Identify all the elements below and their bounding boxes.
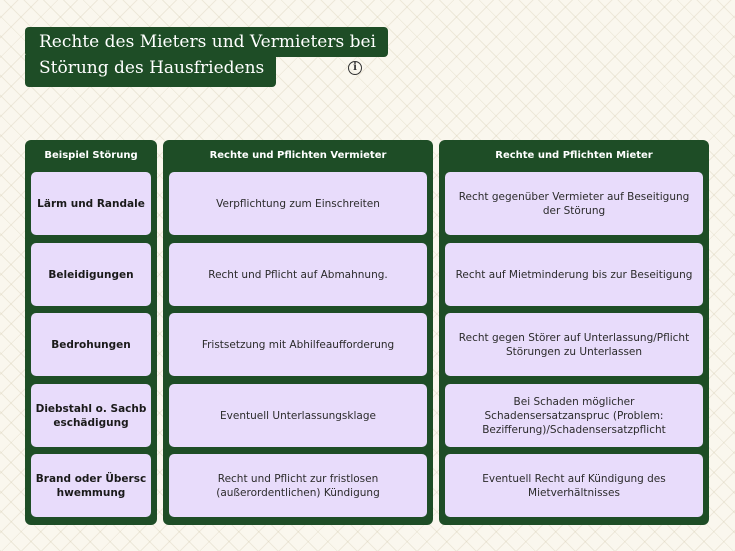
landlord-cell: Verpflichtung zum Einschreiten [169, 172, 427, 235]
tenant-cell: Bei Schaden möglicher Schadensersatzanspruc (Problem: Bezifferung)/Schadensersatzpflicht [445, 384, 703, 447]
column-tenant [439, 140, 709, 525]
column-disturbance [25, 140, 157, 525]
disturbance-cell: Beleidigungen [31, 243, 151, 306]
column-header-disturbance: Beispiel Störung [44, 150, 138, 161]
disturbance-cell: Diebstahl o. Sachbeschädigung [31, 384, 151, 447]
page-title-line-1: Rechte des Mieters und Vermieters bei [25, 27, 388, 57]
tenant-cell: Eventuell Recht auf Kündigung des Mietverhältnisses [445, 454, 703, 517]
landlord-cell: Fristsetzung mit Abhilfeaufforderung [169, 313, 427, 376]
page-title-line-2: Störung des Hausfriedens [25, 55, 276, 87]
landlord-cell: Recht und Pflicht zur fristlosen (außerordentlichen) Kündigung [169, 454, 427, 517]
column-header-tenant: Rechte und Pflichten Mieter [495, 150, 653, 161]
disturbance-cell: Bedrohungen [31, 313, 151, 376]
disturbance-cell: Brand oder Überschwemmung [31, 454, 151, 517]
tenant-cell: Recht gegen Störer auf Unterlassung/Pflicht Störungen zu Unterlassen [445, 313, 703, 376]
tenant-cell: Recht gegenüber Vermieter auf Beseitigung der Störung [445, 172, 703, 235]
tenant-cell: Recht auf Mietminderung bis zur Beseitigung [445, 243, 703, 306]
landlord-cell: Eventuell Unterlassungsklage [169, 384, 427, 447]
info-icon[interactable]: i [348, 61, 362, 75]
landlord-cell: Recht und Pflicht auf Abmahnung. [169, 243, 427, 306]
disturbance-cell: Lärm und Randale [31, 172, 151, 235]
column-landlord [163, 140, 433, 525]
column-header-landlord: Rechte und Pflichten Vermieter [209, 150, 387, 161]
